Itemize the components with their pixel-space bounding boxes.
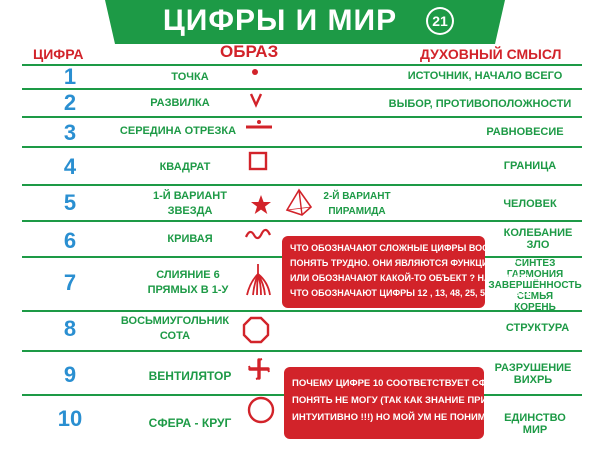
callout1-line2: ПОНЯТЬ ТРУДНО. ОНИ ЯВЛЯЮТСЯ ФУНКЦИЯМИ ? <box>290 258 517 268</box>
wave-icon <box>244 226 272 242</box>
image-label-7-line2: ПРЯМЫХ В 1-У <box>147 284 229 296</box>
digit-7: 7 <box>63 270 77 295</box>
callout1-line4: ЧТО ОБОЗНАЧАЮТ ЦИФРЫ 12 , 13, 48, 25, 50, 777, 333 <box>290 288 531 298</box>
meaning-6-line2: ЗЛО <box>526 239 550 251</box>
row-separator <box>22 184 582 186</box>
image-label-5b-line1: 2-Й ВАРИАНТ <box>323 191 391 202</box>
image-label-3: СЕРЕДИНА ОТРЕЗКА <box>119 125 237 137</box>
image-label-5b <box>318 189 396 219</box>
image-label-10: СФЕРА - КРУГ <box>148 416 232 430</box>
image-label-1: ТОЧКА <box>171 71 209 83</box>
digit-2: 2 <box>63 90 77 115</box>
row-separator <box>22 146 582 148</box>
image-label-5b-line2: ПИРАМИДА <box>328 206 386 217</box>
digit-9: 9 <box>63 362 77 387</box>
callout1-line1: ЧТО ОБОЗНАЧАЮТ СЛОЖНЫЕ ЦИФРЫ ВООБЩЕ <box>290 243 511 253</box>
row-separator <box>22 88 582 90</box>
meaning-10-line2: МИР <box>522 424 548 436</box>
image-label-8-line2: СОТА <box>159 330 191 342</box>
digit-4: 4 <box>63 154 77 179</box>
image-label-9: ВЕНТИЛЯТОР <box>148 369 232 383</box>
question-callout-ten-sphere <box>284 367 511 439</box>
meaning-7-line1: СИНТЕЗ <box>514 258 556 269</box>
callout2-line2: ПОНЯТЬ НЕ МОГУ (ТАК КАК ЗНАНИЕ ПРИШЛО <box>292 395 511 406</box>
fork-icon <box>248 91 264 109</box>
image-label-5a <box>140 189 240 219</box>
header-meaning: ДУХОВНЫЙ СМЫСЛ <box>420 46 562 62</box>
header-image: ОБРАЗ <box>220 42 279 61</box>
meaning-7-line2: ГАРМОНИЯ <box>506 269 564 280</box>
title-banner <box>105 0 505 44</box>
page-title: ЦИФРЫ И МИР <box>162 4 398 37</box>
fusion-icon <box>244 262 272 298</box>
digit-6: 6 <box>63 228 77 253</box>
image-label-5a-line2: ЗВЕЗДА <box>167 205 213 217</box>
image-label-4: КВАДРАТ <box>159 161 211 173</box>
question-callout-complex-digits <box>282 236 531 308</box>
meaning-9-line1: РАЗРУШЕНИЕ <box>494 362 572 374</box>
page-number-badge <box>426 7 454 35</box>
meaning-6-line1: КОЛЕБАНИЕ <box>503 227 573 239</box>
meaning-5: ЧЕЛОВЕК <box>503 198 557 210</box>
digit-5: 5 <box>63 190 77 215</box>
meaning-4: ГРАНИЦА <box>503 160 557 172</box>
row-separator <box>22 64 582 66</box>
row-separator <box>22 116 582 118</box>
image-label-5a-line1: 1-Й ВАРИАНТ <box>153 190 227 202</box>
meaning-9-line2: ВИХРЬ <box>513 374 553 386</box>
page-number: 21 <box>428 9 452 33</box>
pyramid-icon <box>284 188 314 218</box>
star-icon <box>250 194 272 216</box>
meaning-2: ВЫБОР, ПРОТИВОПОЛОЖНОСТИ <box>388 98 572 110</box>
callout2-line3: ИНТУИТИВНО !!!) НО МОЙ УМ НЕ ПОНИМАЕТ <box>292 412 505 423</box>
meaning-1: ИСТОЧНИК, НАЧАЛО ВСЕГО <box>407 70 563 82</box>
meaning-3: РАВНОВЕСИЕ <box>486 126 564 138</box>
meaning-10-line1: ЕДИНСТВО <box>504 412 566 424</box>
segment-icon <box>244 118 274 134</box>
image-label-2: РАЗВИЛКА <box>150 97 210 109</box>
meaning-7-line5: КОРЕНЬ <box>514 302 556 313</box>
image-label-6: КРИВАЯ <box>167 233 213 245</box>
callout2-line1: ПОЧЕМУ ЦИФРЕ 10 СООТВЕТСТВУЕТ СФЕРА <box>292 378 506 389</box>
meaning-8: СТРУКТУРА <box>505 322 570 334</box>
digit-1: 1 <box>63 64 77 89</box>
digit-8: 8 <box>63 316 77 341</box>
circle-icon <box>245 394 277 426</box>
image-label-8-line1: ВОСЬМИУГОЛЬНИК <box>120 315 230 327</box>
meaning-7-line4: СЕМЬЯ <box>516 291 554 302</box>
fan-icon <box>247 356 271 382</box>
callout1-line3: ИЛИ ОБОЗНАЧАЮТ КАКОЙ-ТО ОБЪЕКТ ? НАПРИМЕР <box>290 273 529 283</box>
row-separator <box>22 350 582 352</box>
octagon-icon <box>242 316 270 344</box>
header-digit: ЦИФРА <box>33 46 84 62</box>
row-separator <box>22 220 582 222</box>
digit-3: 3 <box>63 120 77 145</box>
digit-10: 10 <box>57 406 83 431</box>
image-label-7 <box>138 268 238 298</box>
image-label-8 <box>120 314 230 344</box>
square-icon <box>247 150 269 172</box>
dot-icon <box>249 66 261 78</box>
image-label-7-line1: СЛИЯНИЕ 6 <box>156 269 220 281</box>
meaning-7-line3: ЗАВЕРШЁННОСТЬ <box>488 280 582 291</box>
